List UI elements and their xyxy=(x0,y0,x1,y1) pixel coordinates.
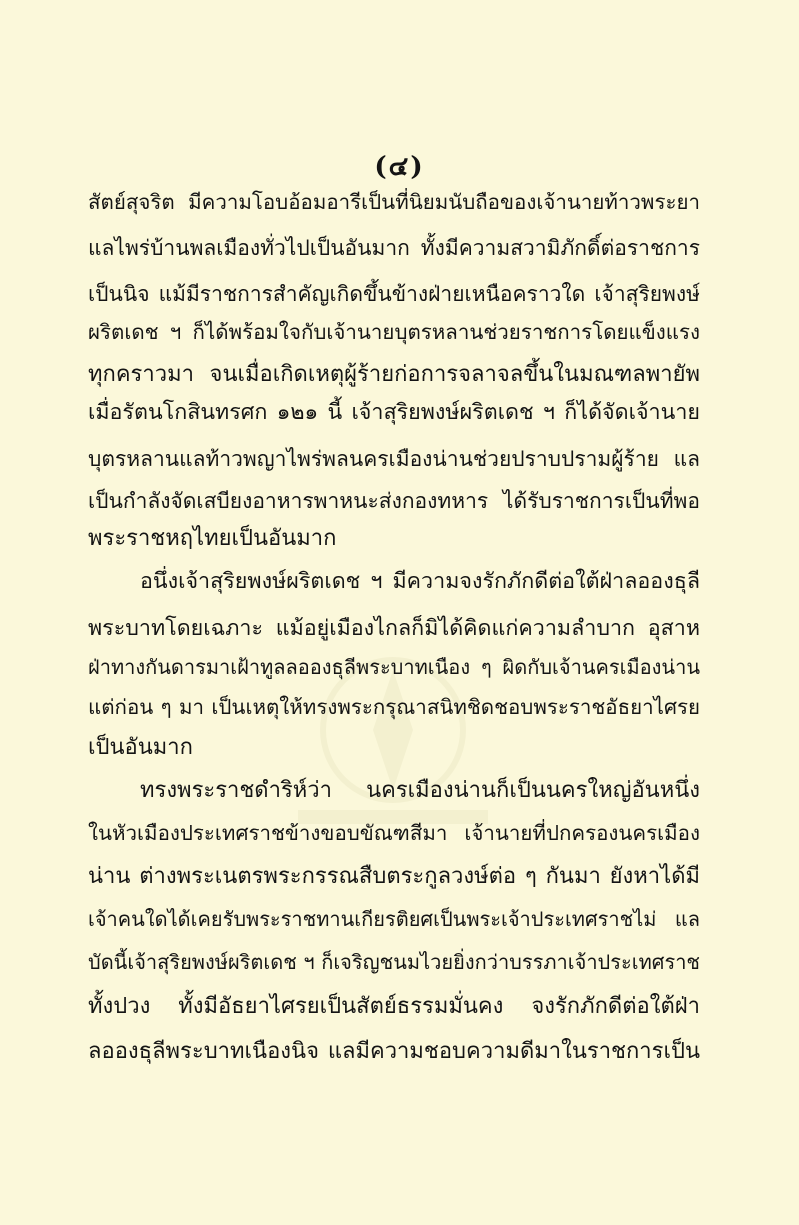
text-line: น่าน ต่างพระเนตรพระกรรณสืบตระกูลวงษ์ต่อ ๆ กันมา ยังหาได้มี xyxy=(88,864,700,889)
text-line: ทั้งปวง ทั้งมีอัธยาไศรยเป็นสัตย์ธรรมมั่นคง จงรักภักดีต่อใต้ฝ่า xyxy=(88,994,700,1019)
page-number: (๔) xyxy=(374,152,425,182)
text-line: พระราชหฤไทยเป็นอันมาก xyxy=(88,526,337,551)
text-line: ฝ่าทางกันดารมาเฝ้าทูลลอองธุลีพระบาทเนือง ๆ ผิดกับเจ้านครเมืองน่าน xyxy=(88,655,700,679)
text-line: แต่ก่อน ๆ มา เป็นเหตุให้ทรงพระกรุณาสนิทชิดชอบพระราชอัธยาไศรย xyxy=(88,695,700,719)
text-line: ผริตเดช ฯ ก็ได้พร้อมใจกับเจ้านายบุตรหลานช่วยราชการโดยแข็งแรง xyxy=(88,320,700,344)
text-line: เป็นนิจ แม้มีราชการสำคัญเกิดขึ้นข้างฝ่ายเหนือคราวใด เจ้าสุริยพงษ์ xyxy=(88,282,700,306)
text-line: พระบาทโดยเฉภาะ แม้อยู่เมืองไกลก็มิได้คิดแก่ความลำบาก อุสาห xyxy=(88,616,700,641)
text-line: บัดนี้เจ้าสุริยพงษ์ผริตเดช ฯ ก็เจริญชนมไวยยิ่งกว่าบรรภาเจ้าประเทศราช xyxy=(88,950,700,974)
paragraph-first-line: ทรงพระราชดำริห์ว่า นครเมืองน่านก็เป็นนครใหญ่อันหนึ่ง xyxy=(140,778,700,803)
paragraph-first-line: อนึ่งเจ้าสุริยพงษ์ผริตเดช ฯ มีความจงรักภักดีต่อใต้ฝ่าลอองธุลี xyxy=(140,569,700,594)
text-line: เจ้าคนใดได้เคยรับพระราชทานเกียรติยศเป็นพระเจ้าประเทศราชไม่ แล xyxy=(88,907,700,931)
text-line: เมื่อรัตนโกสินทรศก ๑๒๑ นี้ เจ้าสุริยพงษ์ผริตเดช ฯ ก็ได้จัดเจ้านาย xyxy=(88,400,700,425)
text-line: บุตรหลานแลท้าวพญาไพร่พลนครเมืองน่านช่วยปราบปรามผู้ร้าย แล xyxy=(88,447,700,471)
text-line: สัตย์สุจริต มีความโอบอ้อมอารีเป็นที่นิยมนับถือของเจ้านายท้าวพระยา xyxy=(88,190,700,214)
text-line: แลไพร่บ้านพลเมืองทั่วไปเป็นอันมาก ทั้งมีความสวามิภักดิ์ต่อราชการ xyxy=(88,236,700,260)
text-line: เป็นอันมาก xyxy=(88,735,193,760)
text-line: ในหัวเมืองประเทศราชข้างขอบขัณฑสีมา เจ้านายที่ปกครองนครเมือง xyxy=(88,821,700,845)
text-line: เป็นกำลังจัดเสบียงอาหารพาหนะส่งกองทหาร ได้รับราชการเป็นที่พอ xyxy=(88,489,700,513)
text-line: ลอองธุลีพระบาทเนืองนิจ แลมีความชอบความดีมาในราชการเป็น xyxy=(88,1039,700,1064)
text-line: ทุกคราวมา จนเมื่อเกิดเหตุผู้ร้ายก่อการจลาจลขึ้นในมณฑลพายัพ xyxy=(88,362,700,387)
